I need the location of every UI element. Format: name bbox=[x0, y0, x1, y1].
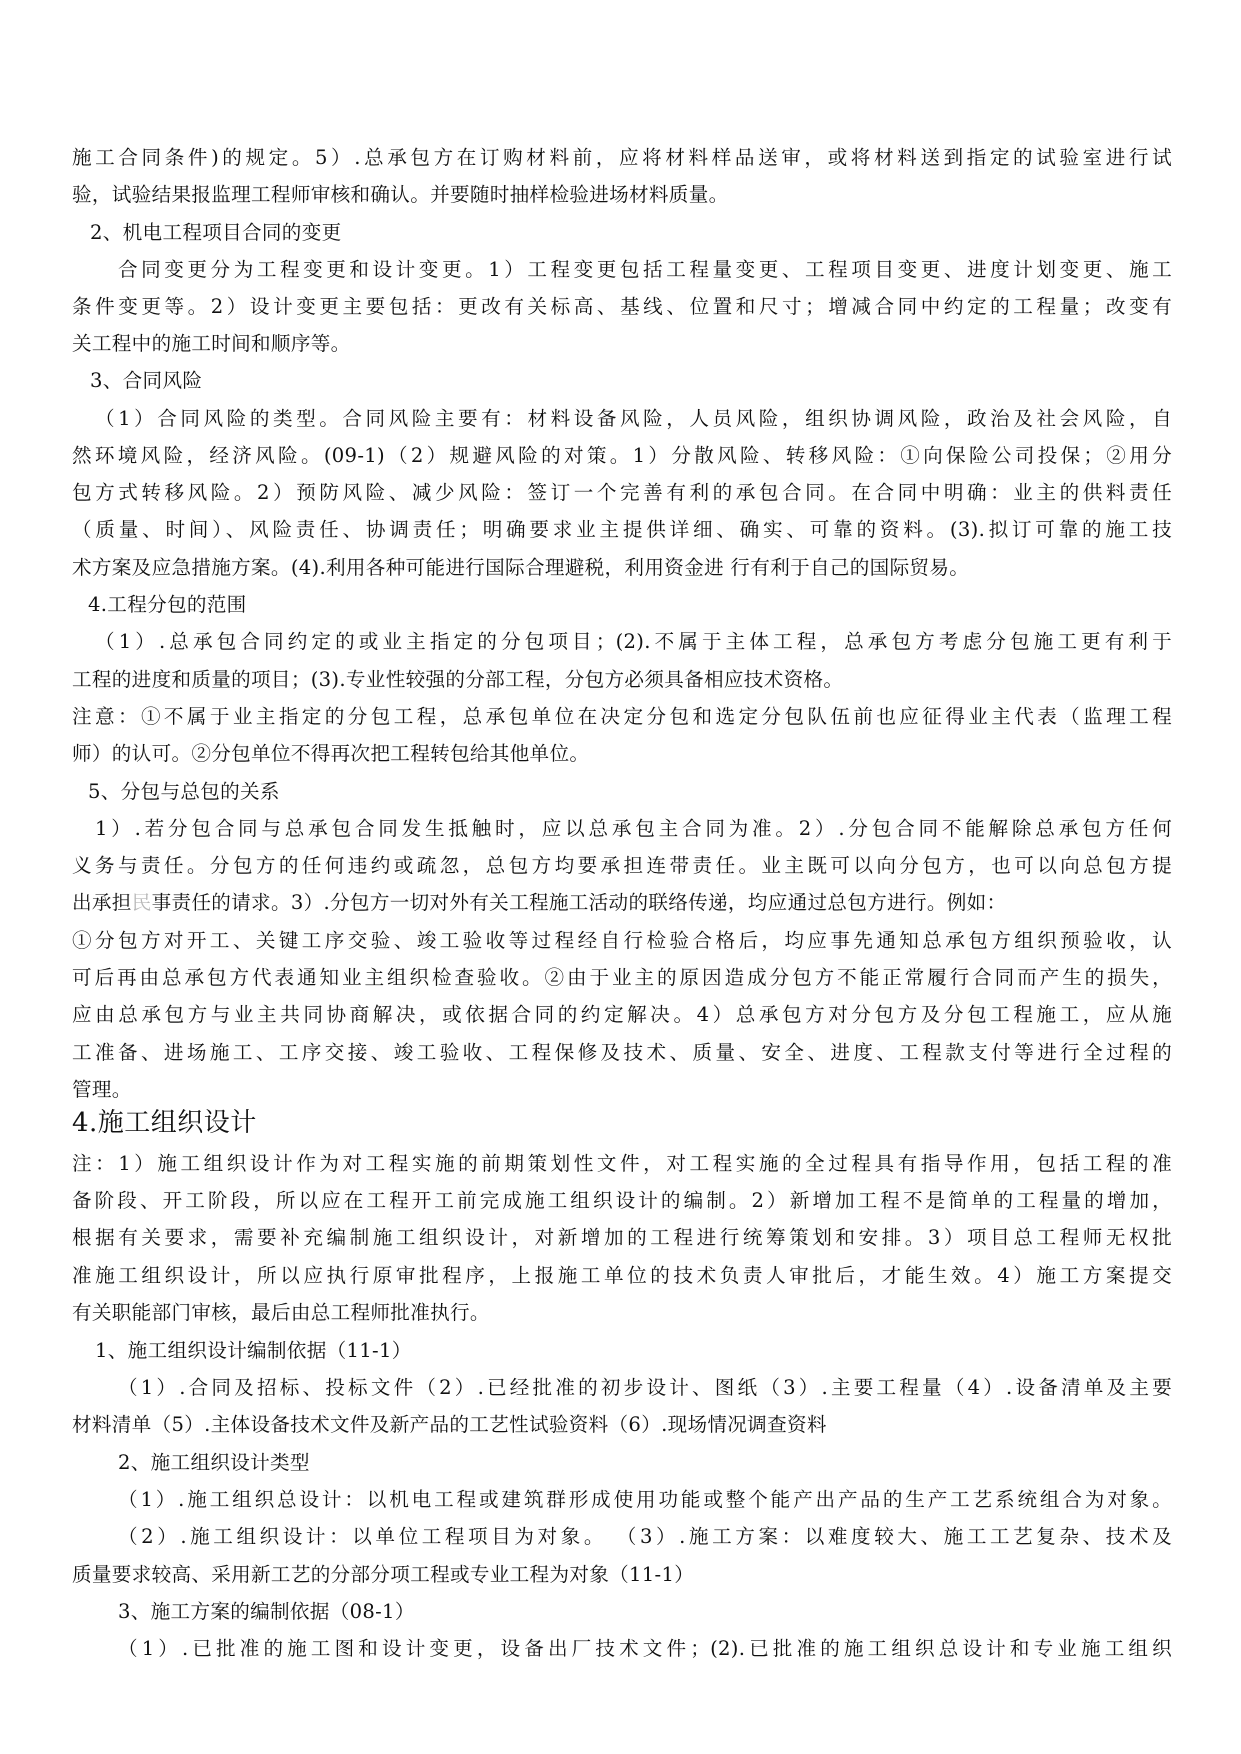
subsection-heading: 2、施工组织设计类型 bbox=[118, 1451, 310, 1474]
section-heading: 2、机电工程项目合同的变更 bbox=[90, 221, 342, 244]
paragraph-line: ①分包方对开工、关键工序交验、竣工验收等过程经自行检验合格后，均应事先通知总承包方组织预验收，认 bbox=[72, 929, 1172, 952]
paragraph-line: 1）.若分包合同与总承包合同发生抵触时，应以总承包主合同为准。2）.分包合同不能解除总承包方任何 bbox=[95, 817, 1172, 840]
section-heading: 5、分包与总包的关系 bbox=[88, 780, 280, 803]
note-line: 准施工组织设计，所以应执行原审批程序，上报施工单位的技术负责人审批后，才能生效。4）施工方案提交 bbox=[72, 1264, 1172, 1287]
text-run: 事责任的请求。3）.分包方一切对外有关工程施工活动的联络传递，均应通过总包方进行。例如： bbox=[151, 891, 1007, 914]
note-line: 根据有关要求，需要补充编制施工组织设计，对新增加的工程进行统筹策划和安排。3）项目总工程师无权批 bbox=[72, 1226, 1172, 1249]
section-heading: 4.工程分包的范围 bbox=[88, 593, 247, 616]
paragraph-line: （1）.已批准的施工图和设计变更，设备出厂技术文件；(2).已批准的施工组织总设计和专业施工组织 bbox=[118, 1637, 1172, 1660]
paragraph-line: 应由总承包方与业主共同协商解决，或依据合同的约定解决。4）总承包方对分包方及分包工程施工，应从施 bbox=[72, 1003, 1172, 1026]
paragraph-line: 关工程中的施工时间和顺序等。 bbox=[72, 332, 351, 355]
paragraph-line: 验，试验结果报监理工程师审核和确认。并要随时抽样检验进场材料质量。 bbox=[72, 183, 729, 206]
paragraph-line: 施工合同条件)的规定。5）.总承包方在订购材料前，应将材料样品送审，或将材料送到指定的试验室进行试 bbox=[72, 146, 1172, 169]
paragraph-line: 义务与责任。分包方的任何违约或疏忽，总包方均要承担连带责任。业主既可以向分包方，也可以向总包方提 bbox=[72, 854, 1172, 877]
note-line: 备阶段、开工阶段，所以应在工程开工前完成施工组织设计的编制。2）新增加工程不是简单的工程量的增加， bbox=[72, 1189, 1172, 1212]
paragraph-line: 条件变更等。2）设计变更主要包括：更改有关标高、基线、位置和尺寸；增减合同中约定的工程量；改变有 bbox=[72, 295, 1172, 318]
chapter-heading: 4.施工组织设计 bbox=[72, 1108, 257, 1138]
note-line: 有关职能部门审核，最后由总工程师批准执行。 bbox=[72, 1301, 490, 1324]
paragraph-line: 术方案及应急措施方案。(4).利用各种可能进行国际合理避税，利用资金进 行有利于自己的国际贸易。 bbox=[72, 556, 970, 579]
paragraph-line: 可后再由总承包方代表通知业主组织检查验收。②由于业主的原因造成分包方不能正常履行合同而产生的损失， bbox=[72, 966, 1172, 989]
faded-character: 民 bbox=[131, 891, 152, 914]
subsection-heading: 3、施工方案的编制依据（08-1） bbox=[118, 1600, 415, 1623]
paragraph-line: 工程的进度和质量的项目；(3).专业性较强的分部工程，分包方必须具备相应技术资格。 bbox=[72, 668, 844, 691]
note-line: 注：1）施工组织设计作为对工程实施的前期策划性文件，对工程实施的全过程具有指导作用，包括工程的准 bbox=[72, 1152, 1172, 1175]
text-run: 出承担 bbox=[72, 891, 132, 914]
paragraph-line: 包方式转移风险。2）预防风险、减少风险：签订一个完善有利的承包合同。在合同中明确：业主的供料责任 bbox=[72, 481, 1172, 504]
paragraph-line: 质量要求较高、采用新工艺的分部分项工程或专业工程为对象（11-1） bbox=[72, 1563, 695, 1586]
subsection-heading: 1、施工组织设计编制依据（11-1） bbox=[95, 1339, 412, 1362]
paragraph-line: （1）.总承包合同约定的或业主指定的分包项目；(2).不属于主体工程，总承包方考虑分包施工更有利于 bbox=[95, 630, 1172, 653]
paragraph-line: （1）合同风险的类型。合同风险主要有：材料设备风险，人员风险，组织协调风险，政治及社会风险，自 bbox=[95, 407, 1172, 430]
note-line: 师）的认可。②分包单位不得再次把工程转包给其他单位。 bbox=[72, 742, 590, 765]
paragraph-line: （2）.施工组织设计：以单位工程项目为对象。 （3）.施工方案：以难度较大、施工工艺复杂、技术及 bbox=[118, 1525, 1172, 1548]
paragraph-line: 然环境风险，经济风险。(09-1)（2）规避风险的对策。1）分散风险、转移风险：①向保险公司投保；②用分 bbox=[72, 444, 1172, 467]
note-line: 注意：①不属于业主指定的分包工程，总承包单位在决定分包和选定分包队伍前也应征得业主代表（监理工程 bbox=[72, 705, 1172, 728]
paragraph-line: （1）.合同及招标、投标文件（2）.已经批准的初步设计、图纸（3）.主要工程量（4）.设备清单及主要 bbox=[118, 1376, 1172, 1399]
paragraph-line bbox=[72, 888, 1172, 918]
paragraph-line: 合同变更分为工程变更和设计变更。1）工程变更包括工程量变更、工程项目变更、进度计划变更、施工 bbox=[118, 258, 1172, 281]
section-heading: 3、合同风险 bbox=[90, 369, 203, 392]
paragraph-line: （质量、时间）、风险责任、协调责任；明确要求业主提供详细、确实、可靠的资料。(3).拟订可靠的施工技 bbox=[72, 518, 1172, 541]
paragraph-line: （1）.施工组织总设计：以机电工程或建筑群形成使用功能或整个能产出产品的生产工艺系统组合为对象。 bbox=[118, 1488, 1172, 1511]
paragraph-line: 材料清单（5）.主体设备技术文件及新产品的工艺性试验资料（6）.现场情况调查资料 bbox=[72, 1413, 827, 1436]
paragraph-line: 管理。 bbox=[72, 1078, 132, 1101]
paragraph-line: 工准备、进场施工、工序交接、竣工验收、工程保修及技术、质量、安全、进度、工程款支付等进行全过程的 bbox=[72, 1041, 1172, 1064]
